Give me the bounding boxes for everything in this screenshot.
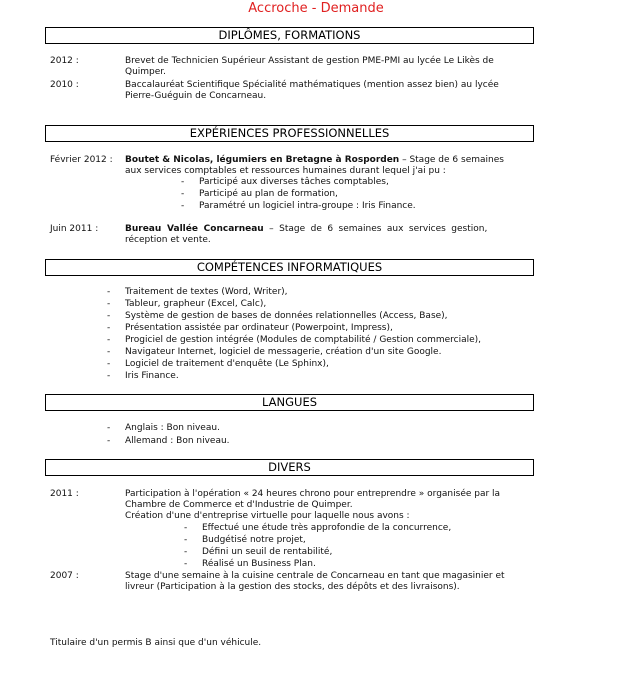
diplome-year: 2012 : [50, 56, 79, 66]
list-item: - Paramétré un logiciel intra-groupe : Iris Finance. [181, 201, 416, 211]
experience-date: Février 2012 : [50, 155, 113, 165]
list-item: - Allemand : Bon niveau. [107, 436, 230, 446]
document-title: Accroche - Demande [248, 1, 384, 16]
list-item: - Défini un seuil de rentabilité, [184, 547, 333, 557]
list-item: - Système de gestion de bases de données relationnelles (Access, Base), [107, 311, 448, 321]
experience-text: réception et vente. [125, 235, 211, 245]
experience-heading [125, 155, 504, 166]
list-item: - Tableur, grapheur (Excel, Calc), [107, 299, 267, 309]
experience-text: – Stage de 6 semaines [399, 155, 504, 165]
diplome-year: 2010 : [50, 80, 79, 90]
list-item: - Anglais : Bon niveau. [107, 423, 220, 433]
list-item: - Réalisé un Business Plan. [184, 559, 316, 569]
diplome-text: Baccalauréat Scientifique Spécialité mathématiques (mention assez bien) au lycée [125, 80, 499, 90]
list-item: - Présentation assistée par ordinateur (Powerpoint, Impress), [107, 323, 393, 333]
experience-company: Bureau Vallée Concarneau [125, 224, 264, 234]
divers-text: Participation à l'opération « 24 heures chrono pour entreprendre » organisée par la [125, 489, 501, 499]
section-header-divers: DIVERS [45, 459, 534, 476]
list-item: - Progiciel de gestion intégrée (Modules de comptabilité / Gestion commerciale), [107, 335, 482, 345]
list-item: - Logiciel de traitement d'enquête (Le Sphinx), [107, 359, 329, 369]
experience-company: Boutet & Nicolas, légumiers en Bretagne à Rosporden [125, 155, 400, 165]
section-header-langues: LANGUES [45, 394, 534, 411]
list-item: - Participé au plan de formation, [181, 189, 338, 199]
list-item: - Traitement de textes (Word, Writer), [107, 287, 288, 297]
divers-year: 2007 : [50, 571, 79, 581]
list-item: - Navigateur Internet, logiciel de messagerie, création d'un site Google. [107, 347, 442, 357]
experience-heading [125, 224, 487, 235]
footer-note: Titulaire d'un permis B ainsi que d'un véhicule. [50, 638, 262, 648]
section-header-experiences: EXPÉRIENCES PROFESSIONNELLES [45, 125, 534, 142]
divers-text: livreur (Participation à la gestion des stocks, des dépôts et des livraisons). [125, 582, 460, 592]
divers-text: Chambre de Commerce et d'Industrie de Quimper. [125, 500, 353, 510]
diplome-text: Quimper. [125, 67, 167, 77]
divers-year: 2011 : [50, 489, 79, 499]
divers-text: Création d'une d'entreprise virtuelle pour laquelle nous avons : [125, 511, 410, 521]
diplome-text: Brevet de Technicien Supérieur Assistant de gestion PME-PMI au lycée Le Likès de [125, 56, 494, 66]
section-header-competences: COMPÉTENCES INFORMATIQUES [45, 259, 534, 276]
experience-date: Juin 2011 : [50, 224, 99, 234]
list-item: - Effectué une étude très approfondie de la concurrence, [184, 523, 452, 533]
section-header-diplomes: DIPLÔMES, FORMATIONS [45, 27, 534, 44]
experience-text: – Stage de 6 semaines aux services gestion, [263, 224, 488, 234]
list-item: - Iris Finance. [107, 371, 179, 381]
diplome-text: Pierre-Guéguin de Concarneau. [125, 91, 267, 101]
list-item: - Participé aux diverses tâches comptables, [181, 177, 389, 187]
list-item: - Budgétisé notre projet, [184, 535, 306, 545]
divers-text: Stage d'une semaine à la cuisine centrale de Concarneau en tant que magasinier et [125, 571, 505, 581]
experience-text: aux services comptables et ressources humaines durant lequel j'ai pu : [125, 166, 446, 176]
